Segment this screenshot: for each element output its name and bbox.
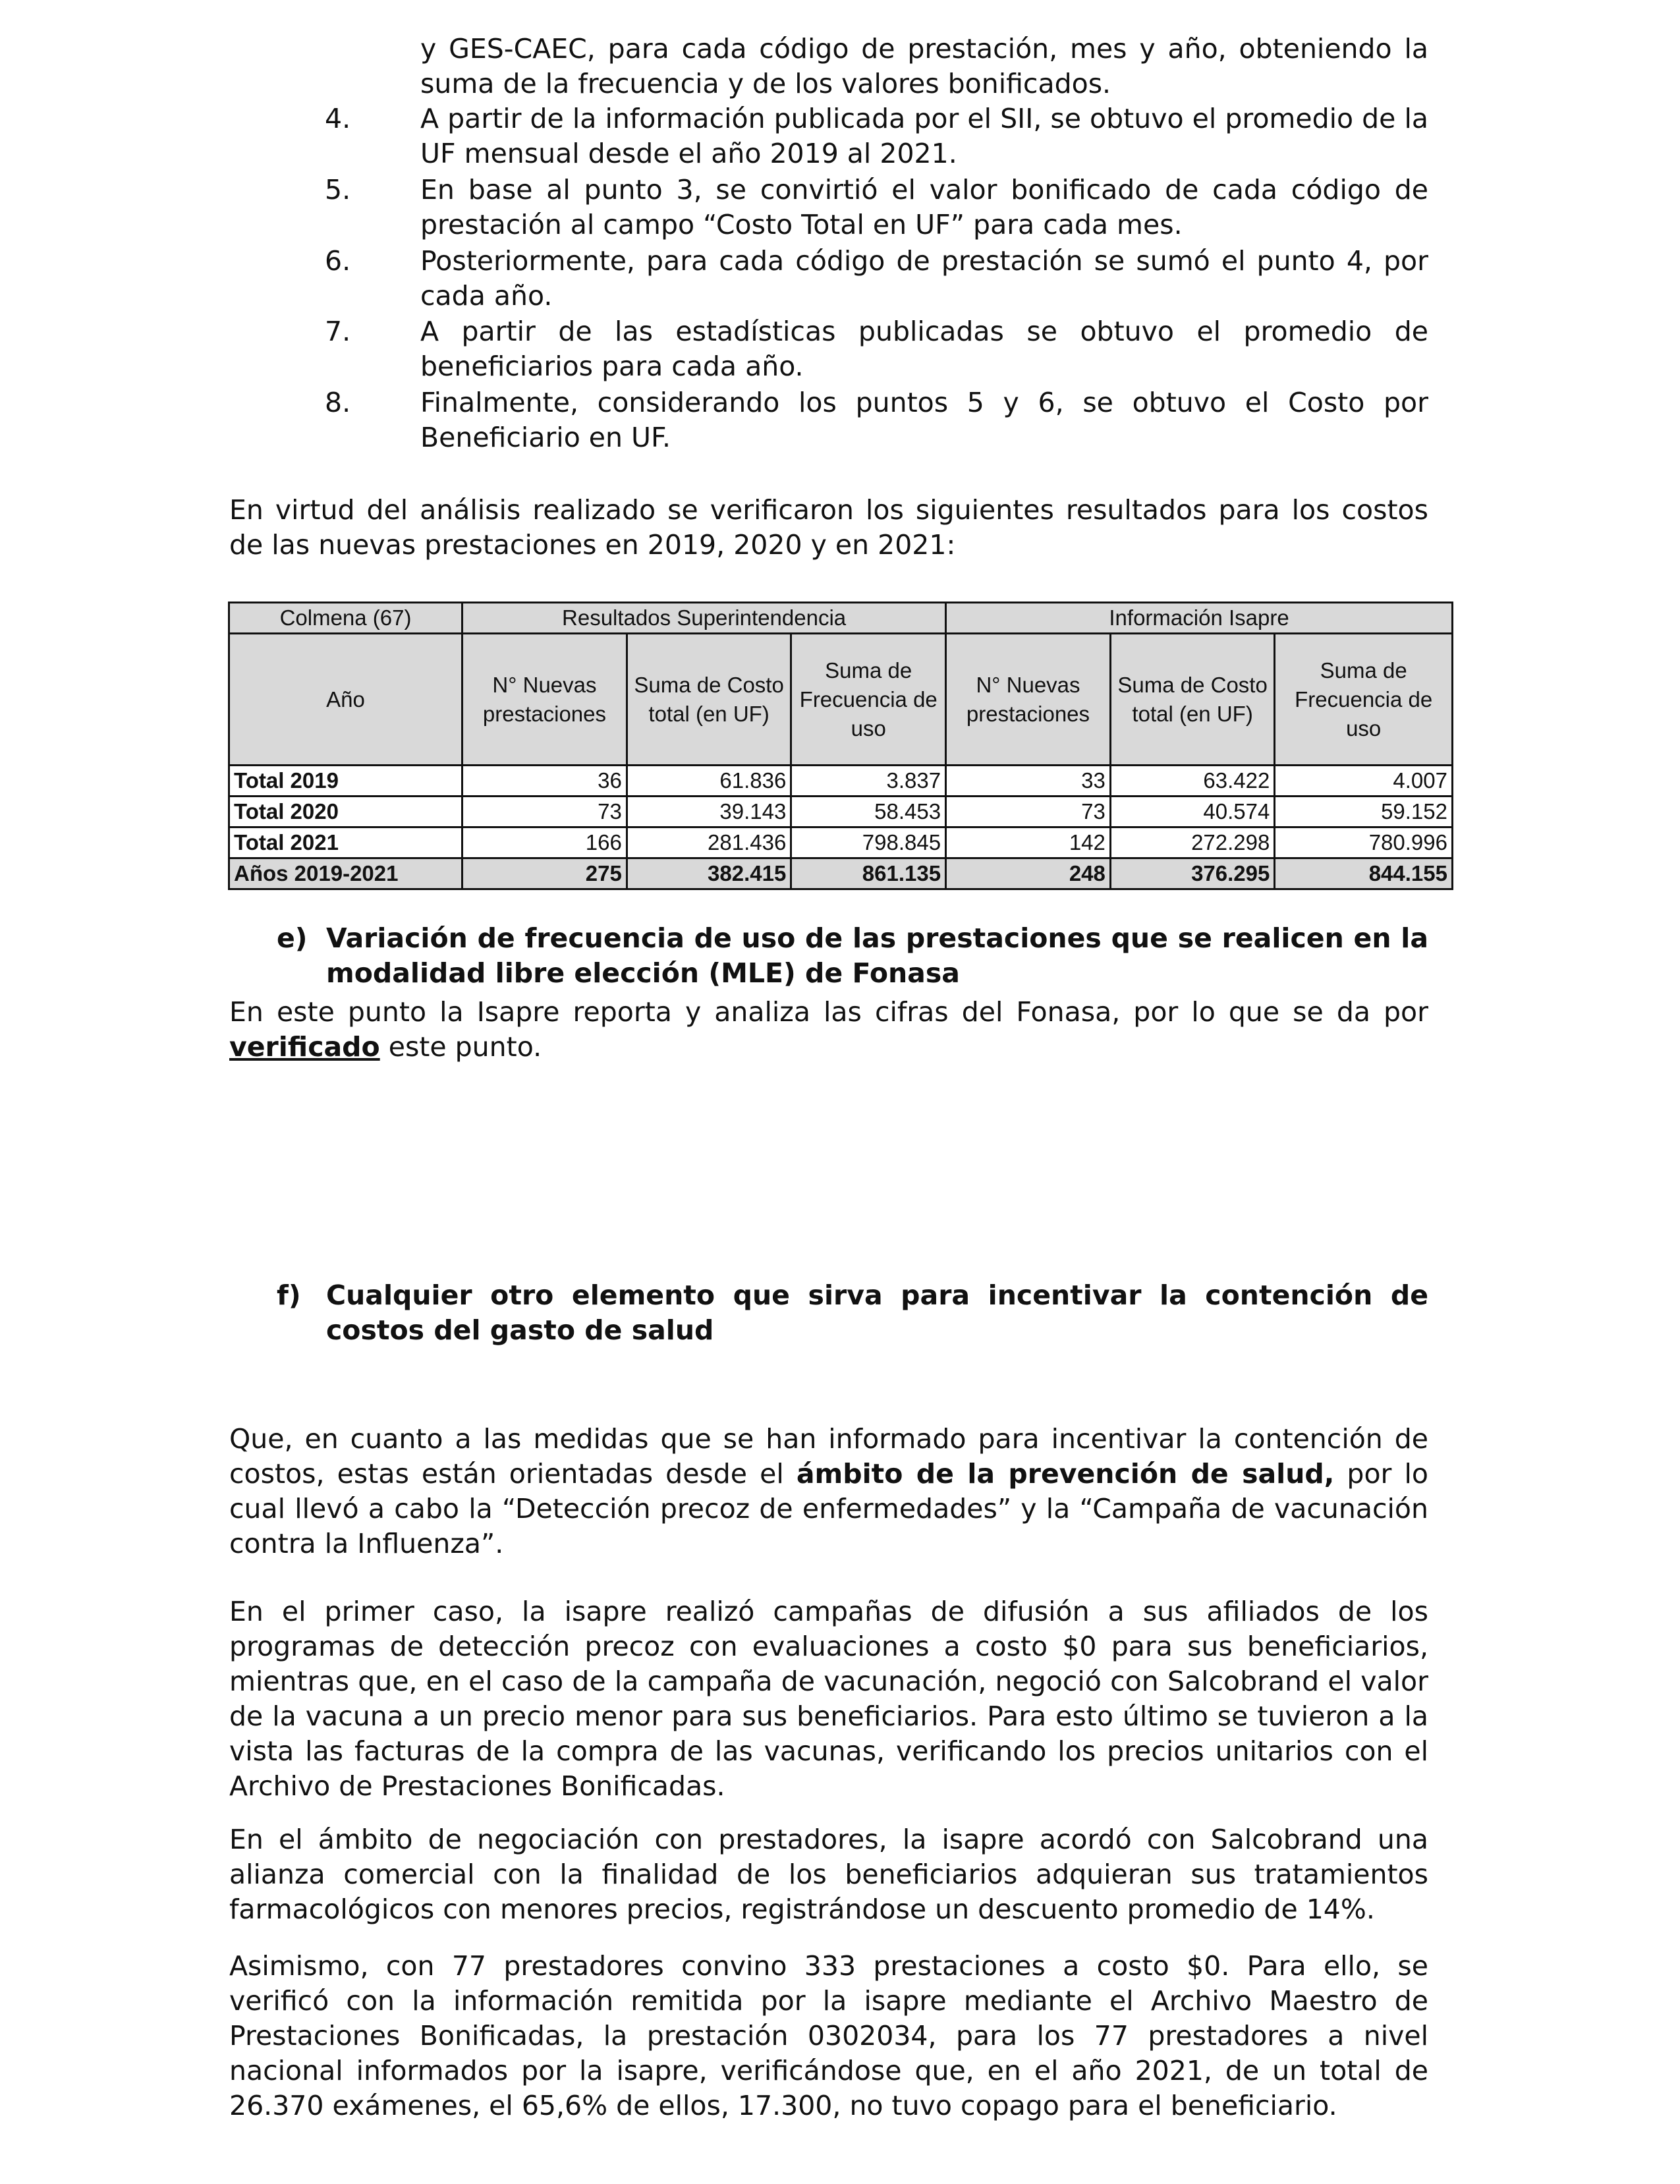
paragraph-campaigns: En el primer caso, la isapre realizó campañas de difusión a sus afiliados de los programas de detección precoz con evaluaciones a costo $0 para sus beneficiarios, mientras que, en el caso de la campaña de vacunación, negoció con Salcobrand el valor de la vacuna a un precio menor para sus beneficiarios. Para esto último se tuvieron a la vista las facturas de la compra de las vacunas, verificando los precios unitarios con el Archivo de Prestaciones Bonificadas. [229, 1596, 1428, 1802]
group-header-superintendencia: Resultados Superintendencia [462, 603, 946, 634]
list-item-text: Finalmente, considerando los puntos 5 y 6, se obtuvo el Costo por Beneficiario en UF. [420, 387, 1428, 453]
cell: 61.836 [627, 766, 791, 797]
column-header-freq: Suma de Frecuencia de uso [1275, 634, 1453, 766]
results-intro: En virtud del análisis realizado se verificaron los siguientes resultados para los costos de las nuevas prestaciones en 2019, 2020 y en 2021: [229, 494, 1428, 561]
list-item-number: 8. [325, 387, 351, 418]
verified-emphasis: verificado [229, 1031, 380, 1063]
cell: 281.436 [627, 827, 791, 858]
column-header-year: Año [229, 634, 462, 766]
column-header-cost: Suma de Costo total (en UF) [1110, 634, 1274, 766]
cell: 382.415 [627, 858, 791, 889]
section-e-text [229, 995, 1428, 1065]
cell: 36 [462, 766, 627, 797]
column-header-freq: Suma de Frecuencia de uso [791, 634, 946, 766]
list-item-text: Posteriormente, para cada código de prestación se sumó el punto 4, por cada año. [420, 245, 1428, 312]
table-row [229, 766, 1453, 797]
cell: 73 [946, 797, 1111, 827]
list-item-text: A partir de las estadísticas publicadas se obtuvo el promedio de beneficiarios para cada año. [420, 316, 1428, 382]
cell: 780.996 [1275, 827, 1453, 858]
cell: 73 [462, 797, 627, 827]
cell: 166 [462, 827, 627, 858]
column-header-cost: Suma de Costo total (en UF) [627, 634, 791, 766]
section-title: Cualquier otro elemento que sirva para incentivar la contención de costos del gasto de salud [326, 1279, 1428, 1346]
table-row [229, 797, 1453, 827]
table-row-total [229, 858, 1453, 889]
section-title: Variación de frecuencia de uso de las prestaciones que se realicen en la modalidad libre elección (MLE) de Fonasa [326, 922, 1428, 989]
cell: 58.453 [791, 797, 946, 827]
cell: 275 [462, 858, 627, 889]
cell: 59.152 [1275, 797, 1453, 827]
list-item-number: 4. [325, 103, 351, 134]
cell: 272.298 [1110, 827, 1274, 858]
intro-continuation: y GES-CAEC, para cada código de prestación, mes y año, obteniendo la suma de la frecuencia y de los valores bonificados. [420, 33, 1428, 99]
cell: 861.135 [791, 858, 946, 889]
cell: 39.143 [627, 797, 791, 827]
results-table [228, 602, 1453, 890]
list-item-number: 5. [325, 174, 351, 206]
text-span: por lo cual llevó a cabo la “Detección precoz de enfermedades” y la “Campaña de vacunación contra la Influenza”. [229, 1458, 1428, 1559]
paragraph-prevention [229, 1422, 1428, 1561]
prevention-emphasis: ámbito de la prevención de salud, [796, 1458, 1335, 1490]
list-item-number: 6. [325, 245, 351, 277]
text-span: Que, en cuanto a las medidas que se han informado para incentivar la contención de costos, estas están orientadas desde el [229, 1423, 1428, 1490]
section-letter: e) [277, 922, 308, 954]
cell: 376.295 [1110, 858, 1274, 889]
text-span: En este punto la Isapre reporta y analiza las cifras del Fonasa, por lo que se da por [229, 996, 1428, 1028]
section-letter: f) [277, 1279, 301, 1311]
text-span: este punto. [379, 1031, 542, 1063]
paragraph-providers: Asimismo, con 77 prestadores convino 333 prestaciones a costo $0. Para ello, se verificó con la información remitida por la isapre mediante el Archivo Maestro de Prestaciones Bonificadas, la prestación 0302034, para los 77 prestadores a nivel nacional informados por la isapre, verificándose que, en el año 2021, de un total de 26.370 exámenes, el 65,6% de ellos, 17.300, no tuvo copago para el beneficiario. [229, 1950, 1428, 2121]
list-item-text: En base al punto 3, se convirtió el valor bonificado de cada código de prestación al campo “Costo Total en UF” para cada mes. [420, 174, 1428, 240]
row-label: Total 2021 [229, 827, 462, 858]
group-header-isapre: Información Isapre [946, 603, 1453, 634]
paragraph-negotiation: En el ámbito de negociación con prestadores, la isapre acordó con Salcobrand una alianza comercial con la finalidad de los beneficiarios adquieran sus tratamientos farmacológicos con menores precios, registrándose un descuento promedio de 14%. [229, 1824, 1428, 1925]
cell: 40.574 [1110, 797, 1274, 827]
cell: 3.837 [791, 766, 946, 797]
cell: 63.422 [1110, 766, 1274, 797]
row-label: Total 2020 [229, 797, 462, 827]
cell: 33 [946, 766, 1111, 797]
cell: 142 [946, 827, 1111, 858]
cell: 248 [946, 858, 1111, 889]
column-header-new: N° Nuevas prestaciones [946, 634, 1111, 766]
cell: 798.845 [791, 827, 946, 858]
cell: 844.155 [1275, 858, 1453, 889]
table-corner: Colmena (67) [229, 603, 462, 634]
row-label: Total 2019 [229, 766, 462, 797]
table-row [229, 827, 1453, 858]
list-item-text: A partir de la información publicada por el SII, se obtuvo el promedio de la UF mensual desde el año 2019 al 2021. [420, 103, 1428, 169]
column-header-new: N° Nuevas prestaciones [462, 634, 627, 766]
list-item-number: 7. [325, 316, 351, 347]
row-label: Años 2019-2021 [229, 858, 462, 889]
cell: 4.007 [1275, 766, 1453, 797]
